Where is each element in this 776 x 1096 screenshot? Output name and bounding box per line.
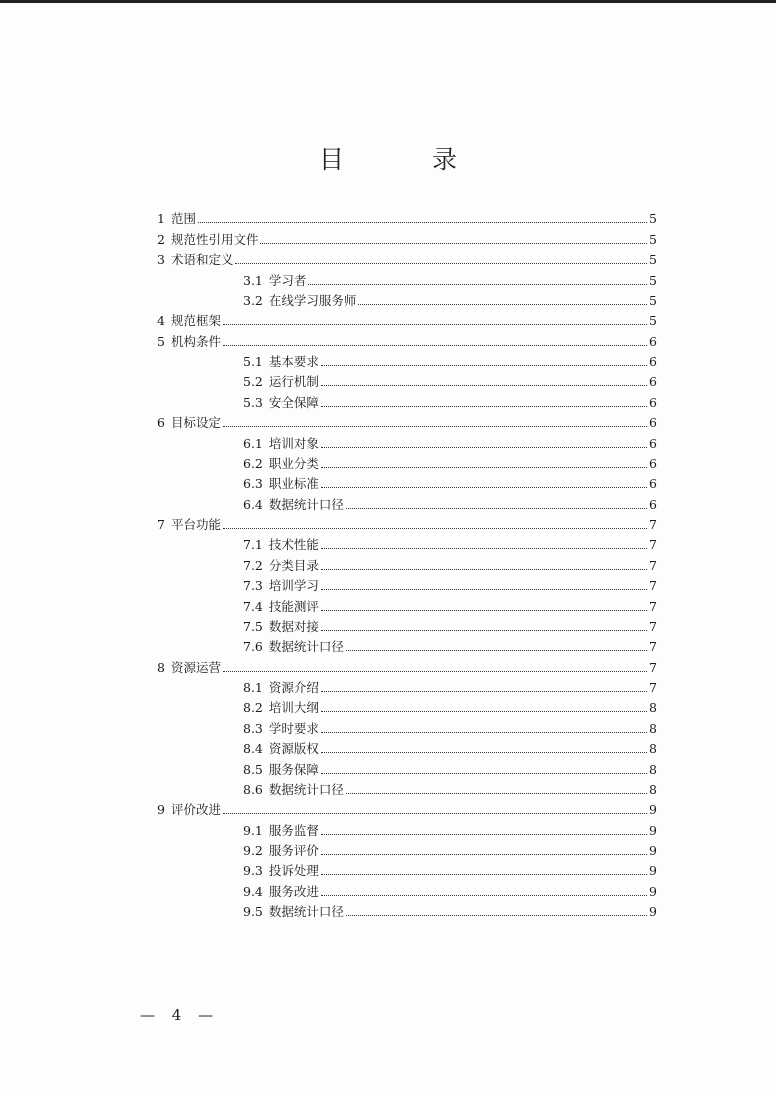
toc-dot-leader <box>223 426 647 427</box>
toc-entry[interactable] <box>157 756 657 776</box>
toc-entry[interactable] <box>157 552 657 572</box>
toc-dot-leader <box>321 589 647 590</box>
toc-dot-leader <box>321 732 647 733</box>
toc-entry-label: 学时要求 <box>268 720 319 736</box>
toc-entry[interactable] <box>157 532 657 552</box>
toc-entry[interactable] <box>157 777 657 797</box>
toc-entry[interactable] <box>157 206 657 226</box>
toc-entry-page-number: 6 <box>649 435 657 451</box>
toc-entry-label: 数据统计口径 <box>268 904 344 920</box>
toc-entry-number: 7.2 <box>243 557 263 573</box>
toc-entry[interactable] <box>157 878 657 898</box>
toc-entry-label: 服务监督 <box>268 822 319 838</box>
toc-entry-page-number: 7 <box>649 557 657 573</box>
toc-entry[interactable] <box>157 451 657 471</box>
toc-entry-page-number: 8 <box>649 700 657 716</box>
toc-entry-number: 8.4 <box>243 741 263 757</box>
toc-entry-label: 培训对象 <box>268 435 319 451</box>
toc-entry[interactable] <box>157 471 657 491</box>
toc-entry-label: 安全保障 <box>268 394 319 410</box>
toc-dot-leader <box>321 467 647 468</box>
toc-entry-label: 学习者 <box>268 272 307 288</box>
toc-entry-label: 服务评价 <box>268 843 319 858</box>
toc-entry-label: 机构条件 <box>170 333 221 349</box>
toc-entry-number: 3.1 <box>243 272 263 288</box>
toc-entry-page-number: 7 <box>649 517 657 532</box>
toc-entry[interactable] <box>157 715 657 735</box>
toc-entry-page-number: 6 <box>649 455 657 471</box>
toc-entry-page-number: 5 <box>649 292 657 308</box>
toc-entry-number: 8.5 <box>243 761 263 777</box>
toc-entry-label: 技能测评 <box>268 598 319 614</box>
toc-dot-leader <box>321 854 647 855</box>
toc-entry-label: 资源运营 <box>170 659 221 675</box>
toc-entry-page-number: 5 <box>649 231 657 247</box>
toc-entry-label: 培训大纲 <box>268 700 319 716</box>
toc-entry-label: 规范框架 <box>170 313 221 329</box>
toc-entry-page-number: 7 <box>649 639 657 655</box>
toc-dot-leader <box>198 222 647 223</box>
toc-entry-page-number: 7 <box>649 618 657 634</box>
toc-entry-number: 6.3 <box>243 476 263 492</box>
toc-dot-leader <box>321 569 647 570</box>
toc-entry-page-number: 6 <box>649 374 657 390</box>
toc-entry-label: 规范性引用文件 <box>170 231 259 247</box>
toc-entry-number: 5.1 <box>243 354 263 369</box>
toc-entry[interactable] <box>157 675 657 695</box>
toc-entry-label: 分类目录 <box>268 557 319 573</box>
toc-entry-number: 1 <box>157 211 165 227</box>
toc-entry-number: 3 <box>157 252 165 268</box>
toc-entry-number: 7.1 <box>243 537 263 553</box>
toc-dot-leader <box>308 284 647 285</box>
toc-entry-label: 服务改进 <box>268 883 319 899</box>
toc-entry-number: 9.2 <box>243 843 263 858</box>
toc-entry-number: 6 <box>157 415 165 431</box>
toc-entry-label: 资源版权 <box>268 741 319 757</box>
toc-entry-label: 在线学习服务师 <box>268 292 357 308</box>
toc-entry-number: 6.2 <box>243 455 263 471</box>
toc-entry[interactable] <box>157 410 657 430</box>
toc-entry[interactable] <box>157 614 657 634</box>
toc-entry-page-number: 6 <box>649 415 657 431</box>
toc-dot-leader <box>321 773 647 774</box>
toc-entry-label: 数据统计口径 <box>268 639 344 655</box>
toc-entry-page-number: 9 <box>649 904 657 920</box>
toc-dot-leader <box>321 895 647 896</box>
toc-entry-page-number: 7 <box>649 578 657 594</box>
toc-dot-leader <box>321 385 647 386</box>
toc-dot-leader <box>358 304 647 305</box>
toc-entry[interactable] <box>157 512 657 532</box>
toc-entry[interactable] <box>157 328 657 348</box>
toc-entry-page-number: 8 <box>649 781 657 797</box>
toc-dot-leader <box>223 671 647 672</box>
toc-entry[interactable] <box>157 247 657 267</box>
toc-dot-leader <box>223 813 647 814</box>
toc-entry-number: 8.2 <box>243 700 263 716</box>
toc-entry-page-number: 6 <box>649 496 657 512</box>
toc-entry-number: 8.3 <box>243 720 263 736</box>
toc-entry-number: 6.1 <box>243 435 263 451</box>
toc-entry-page-number: 9 <box>649 843 657 858</box>
toc-entry[interactable] <box>157 838 657 858</box>
toc-entry-number: 5 <box>157 333 165 349</box>
toc-dot-leader <box>321 752 647 753</box>
toc-dot-leader <box>346 793 647 794</box>
toc-entry-page-number: 8 <box>649 741 657 757</box>
page-title: 目 录 <box>319 145 497 174</box>
toc-entry-label: 数据统计口径 <box>268 496 344 512</box>
toc-entry[interactable] <box>157 226 657 246</box>
toc-entry[interactable] <box>157 634 657 654</box>
toc-entry-number: 6.4 <box>243 496 263 512</box>
toc-entry-page-number: 7 <box>649 680 657 695</box>
toc-entry-number: 5.3 <box>243 394 263 410</box>
toc-entry-label: 评价改进 <box>170 802 221 818</box>
toc-entry-number: 8.6 <box>243 781 263 797</box>
toc-entry-label: 范围 <box>170 211 196 227</box>
toc-entry[interactable] <box>157 899 657 919</box>
toc-entry-number: 7.3 <box>243 578 263 594</box>
toc-entry-page-number: 6 <box>649 394 657 410</box>
toc-entry[interactable] <box>157 817 657 837</box>
toc-entry[interactable] <box>157 797 657 817</box>
toc-entry-number: 5.2 <box>243 374 263 390</box>
toc-dot-leader <box>321 365 647 366</box>
toc-entry-label: 术语和定义 <box>170 252 234 268</box>
toc-entry[interactable] <box>157 349 657 369</box>
toc-entry[interactable] <box>157 430 657 450</box>
toc-entry-number: 9.5 <box>243 904 263 920</box>
toc-entry-label: 基本要求 <box>268 354 319 369</box>
toc-dot-leader <box>321 610 647 611</box>
toc-entry-page-number: 6 <box>649 333 657 349</box>
toc-dot-leader <box>346 650 647 651</box>
toc-entry-label: 数据统计口径 <box>268 781 344 797</box>
toc-entry-number: 9.3 <box>243 863 263 879</box>
toc-entry[interactable] <box>157 593 657 613</box>
toc-entry-page-number: 9 <box>649 802 657 818</box>
toc-entry-label: 运行机制 <box>268 374 319 390</box>
toc-entry-page-number: 8 <box>649 761 657 777</box>
toc-dot-leader <box>321 630 647 631</box>
toc-dot-leader <box>321 874 647 875</box>
toc-entry-page-number: 7 <box>649 537 657 553</box>
toc-dot-leader <box>321 691 647 692</box>
toc-entry[interactable] <box>157 654 657 674</box>
toc-entry-label: 投诉处理 <box>268 863 319 879</box>
toc-entry[interactable] <box>157 308 657 328</box>
toc-entry-page-number: 8 <box>649 720 657 736</box>
toc-entry-label: 平台功能 <box>170 517 221 532</box>
toc-entry-number: 8 <box>157 659 165 675</box>
toc-entry[interactable] <box>157 491 657 511</box>
toc-entry[interactable] <box>157 858 657 878</box>
toc-entry-number: 9.1 <box>243 822 263 838</box>
toc-entry[interactable] <box>157 573 657 593</box>
toc-entry[interactable] <box>157 389 657 409</box>
toc-entry-label: 职业分类 <box>268 455 319 471</box>
toc-entry-page-number: 6 <box>649 354 657 369</box>
toc-dot-leader <box>321 447 647 448</box>
toc-entry-page-number: 9 <box>649 822 657 838</box>
toc-entry-number: 9 <box>157 802 165 818</box>
table-of-contents <box>157 206 657 919</box>
page-number-footer: — 4 — <box>140 1006 220 1024</box>
toc-entry-number: 7.5 <box>243 618 263 634</box>
toc-entry-page-number: 9 <box>649 883 657 899</box>
scan-top-edge <box>0 0 776 3</box>
toc-entry[interactable] <box>157 369 657 389</box>
toc-dot-leader <box>321 487 647 488</box>
toc-entry-number: 7.6 <box>243 639 263 655</box>
toc-entry[interactable] <box>157 288 657 308</box>
toc-dot-leader <box>346 508 647 509</box>
toc-entry-label: 职业标准 <box>268 476 319 492</box>
toc-entry-page-number: 7 <box>649 598 657 614</box>
toc-entry-number: 2 <box>157 231 165 247</box>
toc-dot-leader <box>223 528 647 529</box>
toc-entry-number: 4 <box>157 313 165 329</box>
toc-dot-leader <box>235 263 647 264</box>
toc-entry-page-number: 7 <box>649 659 657 675</box>
toc-dot-leader <box>321 548 647 549</box>
toc-entry-number: 7.4 <box>243 598 263 614</box>
toc-entry-page-number: 5 <box>649 313 657 329</box>
toc-entry-page-number: 9 <box>649 863 657 879</box>
toc-entry-label: 资源介绍 <box>268 680 319 695</box>
toc-entry[interactable] <box>157 267 657 287</box>
toc-entry-page-number: 6 <box>649 476 657 492</box>
toc-entry-page-number: 5 <box>649 211 657 227</box>
toc-entry-page-number: 5 <box>649 272 657 288</box>
toc-dot-leader <box>223 324 647 325</box>
toc-dot-leader <box>346 915 647 916</box>
toc-entry-number: 9.4 <box>243 883 263 899</box>
toc-dot-leader <box>321 834 647 835</box>
toc-entry[interactable] <box>157 736 657 756</box>
toc-entry-label: 服务保障 <box>268 761 319 777</box>
toc-entry-number: 8.1 <box>243 680 263 695</box>
toc-entry[interactable] <box>157 695 657 715</box>
toc-entry-number: 7 <box>157 517 165 532</box>
toc-entry-page-number: 5 <box>649 252 657 268</box>
toc-dot-leader <box>260 243 647 244</box>
toc-dot-leader <box>223 345 647 346</box>
toc-entry-label: 数据对接 <box>268 618 319 634</box>
toc-entry-label: 技术性能 <box>268 537 319 553</box>
toc-entry-number: 3.2 <box>243 292 263 308</box>
toc-entry-label: 目标设定 <box>170 415 221 431</box>
toc-dot-leader <box>321 406 647 407</box>
toc-dot-leader <box>321 711 647 712</box>
toc-entry-label: 培训学习 <box>268 578 319 594</box>
